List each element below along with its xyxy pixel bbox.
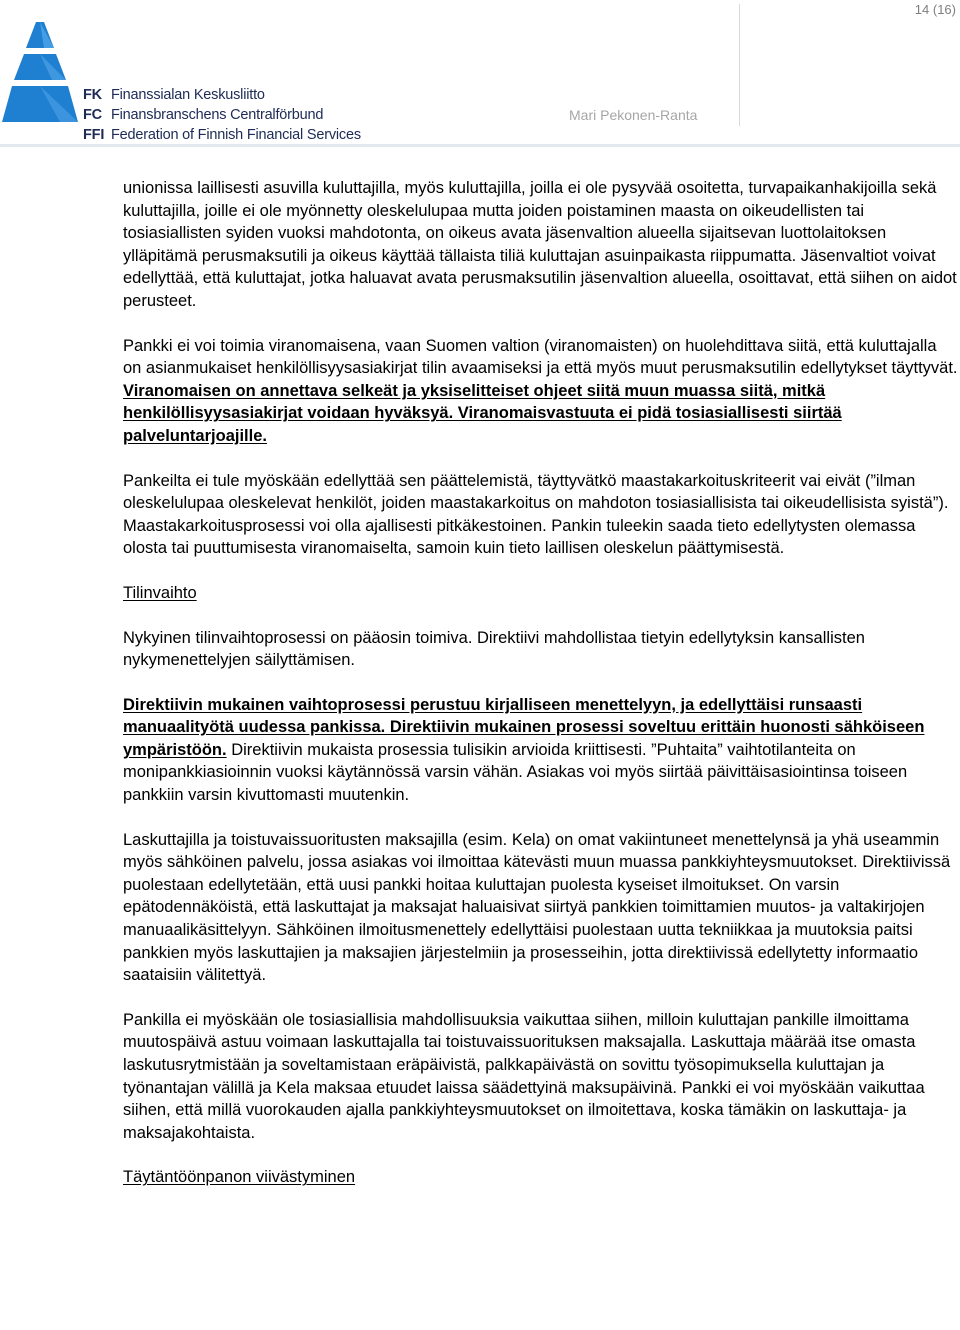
logo-line-ffi: FFI Federation of Finnish Financial Services bbox=[83, 127, 361, 143]
author-name: Mari Pekonen-Ranta bbox=[569, 107, 698, 123]
paragraph-6: Laskuttajilla ja toistuvaissuoritusten maksajilla (esim. Kela) on omat vakiintuneet menettelynsä ja yhä useammin myös sähköinen palvelu, jossa asiakas voi ilmoittaa kätevästi muun muassa pankkiyhteysmuutokset. Direktiivissä puolestaan edellytetään, että uusi pankki hoitaa kuluttajan puolesta kyseiset ilmoitukset. On varsin epätodennäköistä, että laskuttajat ja maksajat haluaisivat siirtyä pankkien toimittamien muutos- ja valtakirjojen manuaalikäsittelyyn. Sähköinen ilmoitusmenettely edellyttäisi puolestaan uutta tekniikkaa ja muutoksia paitsi pankkien myös laskuttajien ja maksajien järjestelmiin ja prosesseihin, jotta direktiivissä edellytetty informaatio saataisiin välitettyä. bbox=[123, 830, 951, 985]
logo-line-fc: FC Finansbranschens Centralförbund bbox=[83, 107, 324, 123]
paragraph-4: Nykyinen tilinvaihtoprosessi on pääosin toimiva. Direktiivi mahdollistaa tietyin edellytyksin kansallisten nykymenettelyjen säilyttämisen. bbox=[123, 628, 865, 670]
paragraph-5-text: Direktiivin mukaista prosessia tulisikin arvioida kriittisesti. ”Puhtaita” vaihtotilanteita on monipankkiasioinnin vuoksi käytännössä varsin vähän. Asiakas voi myös siirtää päivittäisasiointinsa toiseen pankkiin varsin kivuttomasti muutenkin. bbox=[123, 740, 908, 805]
heading-tilinvaihto: Tilinvaihto bbox=[123, 583, 197, 602]
header-rule bbox=[0, 144, 960, 147]
page-number: 14 (16) bbox=[914, 2, 956, 17]
paragraph-2-text: Pankki ei voi toimia viranomaisena, vaan Suomen valtion (viranomaisten) on huolehdittava siitä, että kuluttajalla on asianmukaiset henkilöllisyysasiakirjat tilin avaamiseksi ja että myös muut perusmaksutilin edellytykset täyttyvät. bbox=[123, 336, 958, 378]
paragraph-3: Pankeilta ei tule myöskään edellyttää sen päättelemistä, täyttyvätkö maastakarkoituskriteerit vai eivät (”ilman oleskelulupaa oleskelevat henkilöt, joiden maastakarkoitus on mahdoton tosiasiallisista tai oikeudellisista syistä”). Maastakarkoitusprosessi voi olla ajallisesti pitkäkestoinen. Pankin tuleekin saada tieto edellytysten olemassa olosta tai puuttumisesta viranomaiselta, samoin kuin tieto laillisen oleskelun päättymisestä. bbox=[123, 471, 949, 558]
header-divider bbox=[739, 4, 740, 126]
paragraph-2 bbox=[123, 335, 959, 448]
paragraph-1: unionissa laillisesti asuvilla kuluttajilla, myös kuluttajilla, joilla ei ole pysyvää osoitetta, turvapaikanhakijoilla sekä kuluttajilla, joille ei ole myönnetty oleskelulupaa mutta joiden poistaminen maasta on oikeudellisten tai tosiasiallisten syiden vuoksi mahdotonta, on oikeus avata jäsenvaltion alueella sijaitsevan luottolaitoksen ylläpitämä perusmaksutili ja oikeus käyttää tällaista tiliä kuluttajan asuinpaikasta riippumatta. Jäsenvaltiot voivat edellyttää, että kuluttajat, jotka haluavat avata perusmaksutilin jäsenvaltion alueella, osoittavat, että siihen on aidot perusteet. bbox=[123, 179, 957, 310]
paragraph-5-emphasis: Direktiivin mukainen vaihtoprosessi perustuu kirjalliseen menettelyyn, ja edellyttäisi runsaasti manuaalityötä uudessa pankissa. Direktiivin mukainen prosessi soveltuu erittäin huonosti sähköiseen ympäristöön. bbox=[123, 695, 925, 759]
logo-line-fk: FK Finanssialan Keskusliitto bbox=[83, 87, 265, 103]
ffi-logo bbox=[0, 18, 400, 143]
document-body bbox=[123, 177, 959, 1211]
heading-taytantoonpano: Täytäntöönpanon viivästyminen bbox=[123, 1168, 356, 1187]
paragraph-2-emphasis: Viranomaisen on annettava selkeät ja yksiselitteiset ohjeet siitä muun muassa siitä, mitkä henkilöllisyysasiakirjat voidaan hyväksyä. Viranomaisvastuuta ei pidä tosiasiallisesti siirtää palveluntarjoajille. bbox=[123, 381, 842, 445]
paragraph-7: Pankilla ei myöskään ole tosiasiallisia mahdollisuuksia vaikuttaa siihen, milloin kuluttajan pankille ilmoittama muutospäivä astuu voimaan laskuttajalla tai toistuvaissuorituksen maksajalla. Laskuttaja määrää itse omasta laskutusrytmistään ja soveltamistaan eräpäivistä, palkkapäivästä on sovittu työsopimuksella kuluttajan ja työnantajan välillä ja Kela maksaa etuudet laissa säädettyinä maksupäivinä. Pankki ei voi myöskään vaikuttaa siihen, että millä vuorokauden ajalla pankkiyhteysmuutokset on ilmoitettava, koska tämäkin on laskuttaja- ja maksajakohtaista. bbox=[123, 1010, 925, 1142]
paragraph-5 bbox=[123, 694, 959, 807]
logo-emblem-icon bbox=[0, 18, 80, 126]
